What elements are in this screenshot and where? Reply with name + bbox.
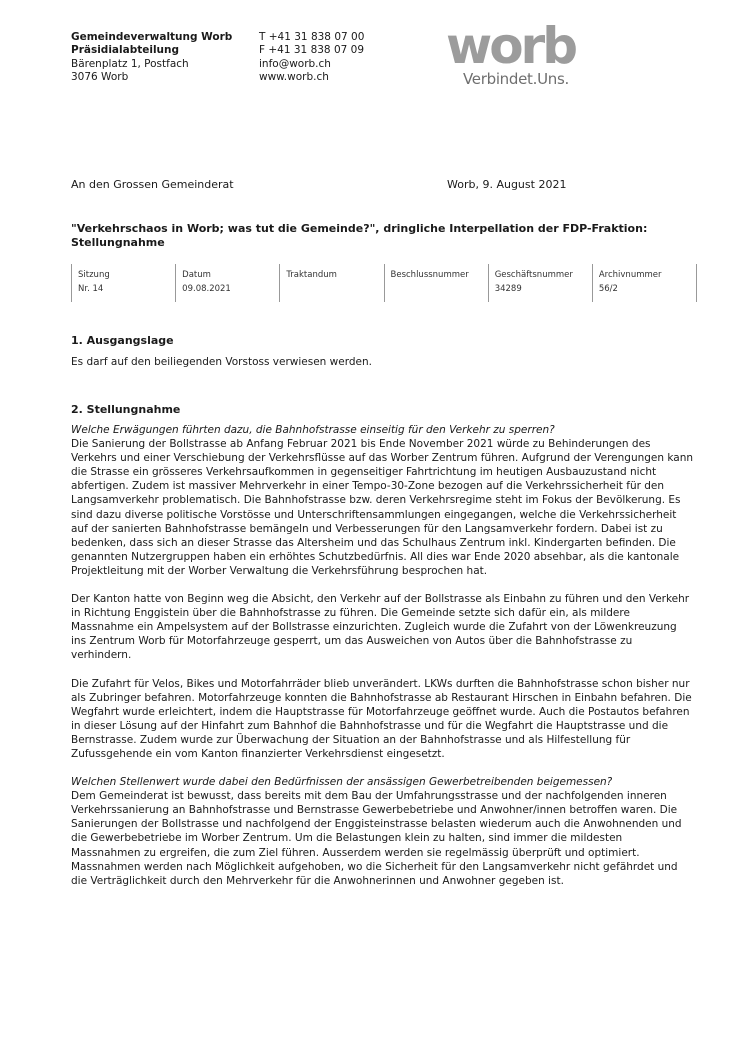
- contact-fax: F +41 31 838 07 09: [259, 44, 365, 57]
- section-heading: 1. Ausgangslage: [71, 334, 174, 347]
- meta-value: 34289: [494, 284, 522, 294]
- paragraph: Die Zufahrt für Velos, Bikes und Motorfahrräder blieb unverändert. LKWs durften die Bahnhofstrasse schon bisher nur als Zubringer befahren. Motorfahrzeuge konnten die Bahnhofstrasse ab Restaurant Hirschen in Einbahn befahren. Die Wegfahrt wurde erleichtert, indem die Hauptstrasse für Motorfahrzeuge geöffnet wurde. Auch die Postautos befahren in dieser Lösung auf der Hinfahrt zum Bahnhof die Bahnhofstrasse und für die Wegfahrt die Hauptstrasse und die Bernstrasse. Zudem wurde zur Überwachung der Situation an der Bahnhofstrasse und als Hilfestellung für Zufussgehende ein vom Kanton finanzierter Verkehrsdienst eingesetzt.: [71, 677, 692, 760]
- meta-cell-archivnummer: [593, 264, 697, 302]
- meta-table: [71, 264, 697, 302]
- meta-label: Geschäftsnummer: [494, 270, 573, 280]
- sender-org: Gemeindeverwaltung Worb: [71, 31, 233, 43]
- sender-street: Bärenplatz 1, Postfach: [71, 57, 189, 70]
- meta-label: Traktandum: [286, 270, 337, 280]
- logo-wordmark: worb: [446, 17, 575, 75]
- meta-label: Archivnummer: [598, 270, 662, 280]
- paragraph: Der Kanton hatte von Beginn weg die Absicht, den Verkehr auf der Bollstrasse als Einbahn zu führen und den Verkehr in Richtung Enggistein über die Bahnhofstrasse zu führen. Die Gemeinde setzte sich dafür ein, als mildere Massnahme ein Ampelsystem auf der Bollstrasse einzurichten. Zugleich wurde die Zufahrt von der Löwenkreuzung ins Zentrum Worb für Motorfahrzeuge gesperrt, um das Ausweichen von Autos über die Bahnhofstrasse zu verhindern.: [71, 593, 690, 662]
- letter-date: Worb, 9. August 2021: [447, 178, 567, 191]
- meta-value: 09.08.2021: [182, 284, 231, 294]
- meta-cell-traktandum: [280, 264, 384, 302]
- section-heading: 2. Stellungnahme: [71, 403, 181, 416]
- paragraph: Die Sanierung der Bollstrasse ab Anfang Februar 2021 bis Ende November 2021 würde zu Behinderungen des Verkehrs und einer Verschiebung der Verkehrsflüsse auf das Worber Zentrum führen. Aufgrund der Verengungen kann die Strasse ein grösseres Verkehrsaufkommen in gegenseitiger Fahrtrichtung im heutigen Ausbauzustand nicht abfertigen. Zudem ist massiver Mehrverkehr in einer Tempo-30-Zone bezogen auf die Verkehrssicherheit für den Langsamverkehr problematisch. Die Bahnhofstrasse bzw. deren Verkehrsregime steht im Fokus der Bevölkerung. Es sind dazu diverse politische Vorstösse und Unterschriftensammlungen eingegangen, welche die Verkehrssicherheit auf der sanierten Bahnhofstrasse bemängeln und Verbesserungen für den Langsamverkehr fordern. Dabei ist zu bedenken, dass sich an dieser Strasse das Altersheim und das Schulhaus Zentrum inkl. Kindergarten befinden. Die genannten Nutzergruppen haben ein erhöhtes Schutzbedürfnis. All dies war Ende 2020 absehbar, als die kantonale Projektleitung mit der Worber Verwaltung die Verkehrsführung besprochen hat.: [71, 438, 694, 577]
- section-ausgangslage: [71, 334, 695, 369]
- meta-label: Sitzung: [78, 270, 110, 280]
- meta-cell-sitzung: [71, 264, 176, 302]
- recipient: An den Grossen Gemeinderat: [71, 178, 234, 191]
- contact-website[interactable]: www.worb.ch: [259, 71, 329, 84]
- worb-logo: [446, 17, 616, 88]
- contact-block: [259, 31, 364, 85]
- sender-address: [71, 31, 232, 85]
- meta-value: Nr. 14: [78, 284, 104, 294]
- meta-cell-datum: [176, 264, 280, 302]
- document-title: "Verkehrschaos in Worb; was tut die Gemeinde?", dringliche Interpellation der FDP-Fraktion: Stellungnahme: [71, 222, 648, 249]
- contact-phone: T +41 31 838 07 00: [259, 31, 365, 43]
- logo-tagline: Verbindet.Uns.: [463, 70, 569, 88]
- meta-label: Beschlussnummer: [390, 270, 469, 280]
- contact-email[interactable]: info@worb.ch: [259, 57, 331, 70]
- section-stellungnahme: [71, 403, 695, 888]
- meta-cell-beschlussnummer: [385, 264, 489, 302]
- paragraph: Es darf auf den beiliegenden Vorstoss verwiesen werden.: [71, 356, 372, 368]
- sender-department: Präsidialabteilung: [71, 44, 180, 57]
- question: Welche Erwägungen führten dazu, die Bahnhofstrasse einseitig für den Verkehr zu sperren?: [71, 424, 555, 436]
- question: Welchen Stellenwert wurde dabei den Bedürfnissen der ansässigen Gewerbetreibenden beigemessen?: [71, 776, 613, 789]
- meta-cell-geschaeftsnummer: [489, 264, 593, 302]
- meta-label: Datum: [182, 270, 211, 280]
- meta-value: 56/2: [598, 284, 618, 294]
- paragraph: Dem Gemeinderat ist bewusst, dass bereits mit dem Bau der Umfahrungsstrasse und der nachfolgenden inneren Verkehrssanierung an Bahnhofstrasse und Bernstrasse Gewerbebetriebe und Anwohner/innen betroffen waren. Die Sanierungen der Bollstrasse und nachfolgend der Enggisteinstrasse belasten wiederum auch die Anwohnenden und die Gewerbebetriebe im Worber Zentrum. Um die Belastungen klein zu halten, sind immer die mildesten Massnahmen zu ergreifen, die zum Ziel führen. Ausserdem werden sie regelmässig überprüft und optimiert. Massnahmen werden nach Möglichkeit aufgehoben, wo die Sicherheit für den Langsamverkehr nicht gefährdet und die Verträglichkeit durch den Mehrverkehr für die Anwohnerinnen und Anwohner gegeben ist.: [71, 790, 682, 887]
- sender-city: 3076 Worb: [71, 71, 129, 84]
